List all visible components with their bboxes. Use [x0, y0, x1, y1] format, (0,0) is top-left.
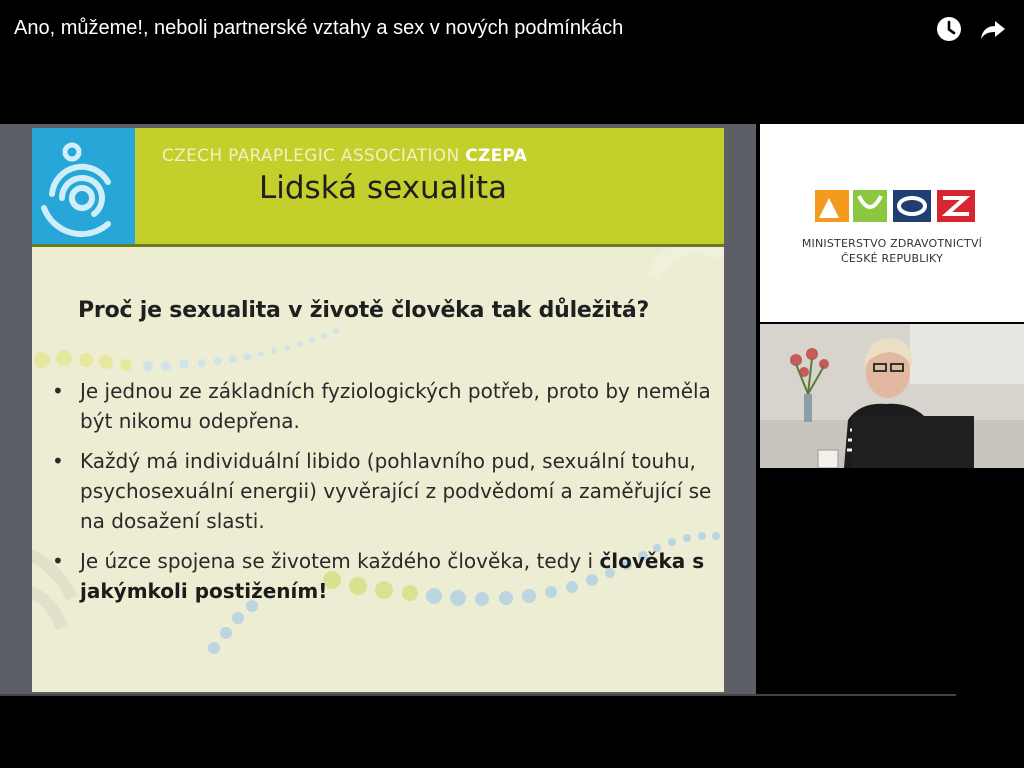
header-divider — [32, 244, 724, 247]
list-item — [50, 446, 724, 536]
ministry-logo — [815, 188, 977, 224]
slide-question: Proč je sexualita v životě člověka tak důležitá? — [78, 298, 650, 323]
player-top-bar — [0, 0, 1024, 60]
presentation-slide — [0, 124, 756, 696]
slide-title: Lidská sexualita — [259, 170, 508, 206]
list-item — [50, 376, 724, 436]
ministry-panel — [760, 124, 1024, 322]
czepa-logo — [32, 128, 135, 244]
bullet-text: Je jednou ze základních fyziologických potřeb, proto by neměla být nikomu odepřena. — [80, 379, 711, 433]
video-title[interactable]: Ano, můžeme!, neboli partnerské vztahy a sex v nových podmínkách — [14, 17, 624, 39]
org-prefix: CZECH PARAPLEGIC ASSOCIATION — [162, 146, 460, 166]
list-item — [50, 546, 724, 606]
webcam-video — [760, 324, 1024, 468]
bullet-icon: • — [52, 379, 64, 403]
bullet-icon: • — [52, 549, 64, 573]
bullet-list — [50, 376, 724, 616]
clock-icon[interactable] — [934, 14, 964, 44]
ministry-name-line1: MINISTERSTVO ZDRAVOTNICTVÍ — [801, 237, 983, 250]
bullet-icon: • — [52, 449, 64, 473]
bullet-bold-text: člověka s jakýmkoli postižením! — [80, 549, 705, 603]
share-icon[interactable] — [978, 14, 1008, 44]
progress-track[interactable] — [0, 694, 956, 696]
ministry-name-line2: ČESKÉ REPUBLIKY — [840, 252, 943, 265]
bullet-text: Každý má individuální libido (pohlavního pud, sexuální touhu, psychosexuální energii) vyvěrající z podvědomí a zaměřující se na dosažení slasti. — [80, 449, 712, 533]
org-name — [162, 146, 527, 166]
bullet-text: Je úzce spojena se životem každého člověka, tedy i — [80, 549, 600, 573]
slide-content — [32, 128, 724, 692]
org-acronym: CZEPA — [465, 146, 528, 166]
